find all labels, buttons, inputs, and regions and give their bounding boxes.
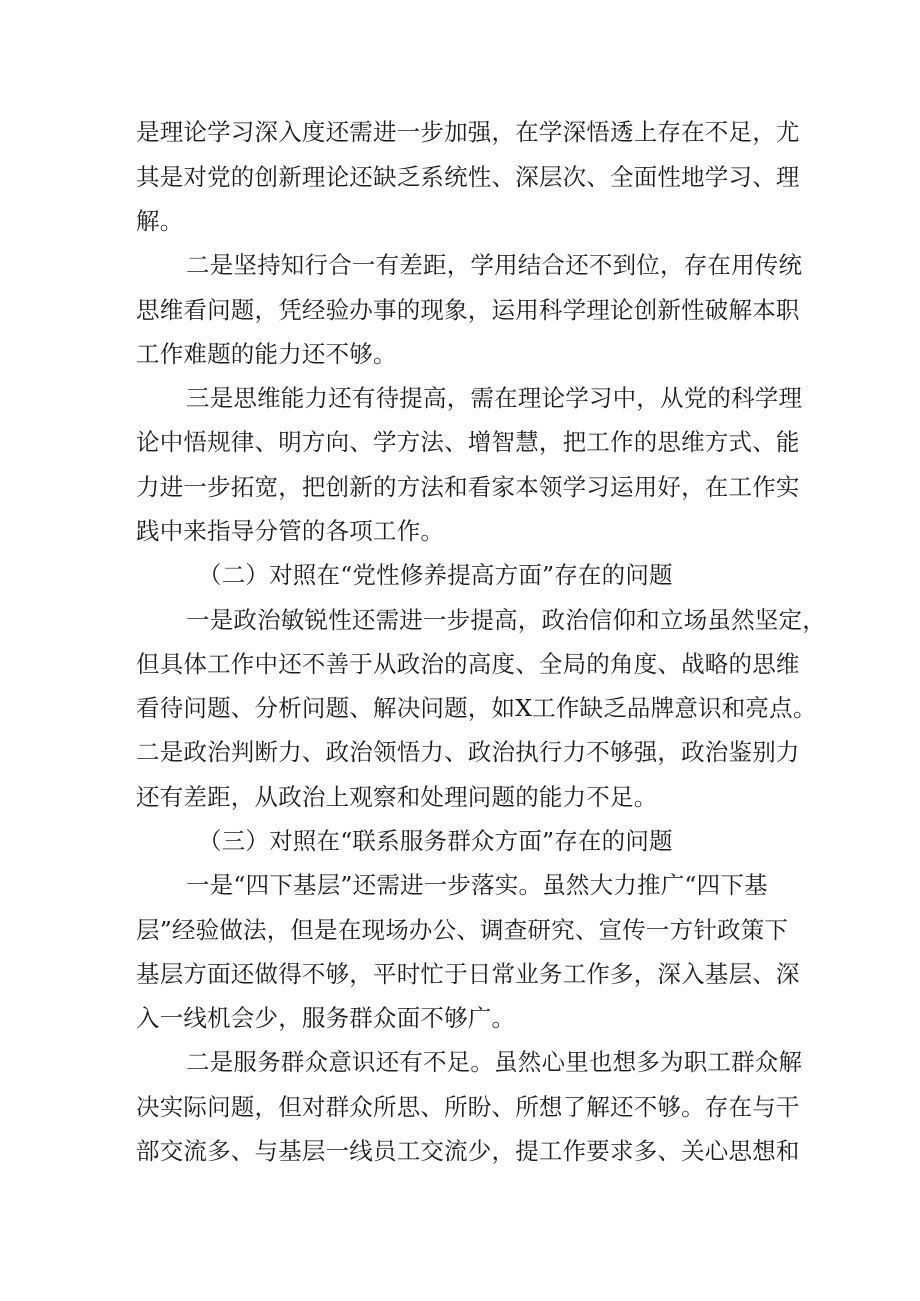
text-line: 入一线机会少，服务群众面不够广。: [136, 1004, 516, 1032]
text-line: 是理论学习深入度还需进一步加强，在学深悟透上存在不足，尤: [136, 118, 800, 146]
text-line: 但具体工作中还不善于从政治的高度、全局的角度、战略的思维: [136, 650, 800, 678]
text-line: 解。: [136, 207, 184, 235]
text-line: 看待问题、分析问题、解决问题，如X工作缺乏品牌意识和亮点。: [136, 694, 817, 722]
text-line: 其是对党的创新理论还缺乏系统性、深层次、全面性地学习、理: [136, 163, 800, 191]
text-line: 决实际问题，但对群众所思、所盼、所想了解还不够。存在与干: [136, 1093, 800, 1121]
text-line: 二是政治判断力、政治领悟力、政治执行力不够强，政治鉴别力: [136, 738, 800, 766]
text-line: 二是服务群众意识还有不足。虽然心里也想多为职工群众解: [186, 1048, 803, 1076]
text-line: 工作难题的能力还不够。: [136, 340, 397, 368]
text-line: 思维看问题，凭经验办事的现象，运用科学理论创新性破解本职: [136, 296, 800, 324]
section-heading: （三）对照在“联系服务群众方面”存在的问题: [198, 827, 673, 855]
text-line: 还有差距，从政治上观察和处理问题的能力不足。: [136, 783, 658, 811]
text-line: 一是政治敏锐性还需进一步提高，政治信仰和立场虽然坚定，: [186, 606, 826, 634]
text-line: 力进一步拓宽，把创新的方法和看家本领学习运用好，在工作实: [136, 473, 800, 501]
text-line: 层”经验做法，但是在现场办公、调查研究、宣传一方针政策下: [136, 916, 789, 944]
text-line: 基层方面还做得不够，平时忙于日常业务工作多，深入基层、深: [136, 960, 800, 988]
text-line: 二是坚持知行合一有差距，学用结合还不到位，存在用传统: [186, 251, 803, 279]
text-line: 践中来指导分管的各项工作。: [136, 517, 445, 545]
text-line: 一是“四下基层”还需进一步落实。虽然大力推广“四下基: [186, 871, 768, 899]
text-line: 三是思维能力还有待提高，需在理论学习中，从党的科学理: [186, 384, 803, 412]
text-line: 论中悟规律、明方向、学方法、增智慧，把工作的思维方式、能: [136, 428, 800, 456]
text-line: 部交流多、与基层一线员工交流少，提工作要求多、关心思想和: [136, 1137, 800, 1165]
section-heading: （二）对照在“党性修养提高方面”存在的问题: [198, 561, 673, 589]
